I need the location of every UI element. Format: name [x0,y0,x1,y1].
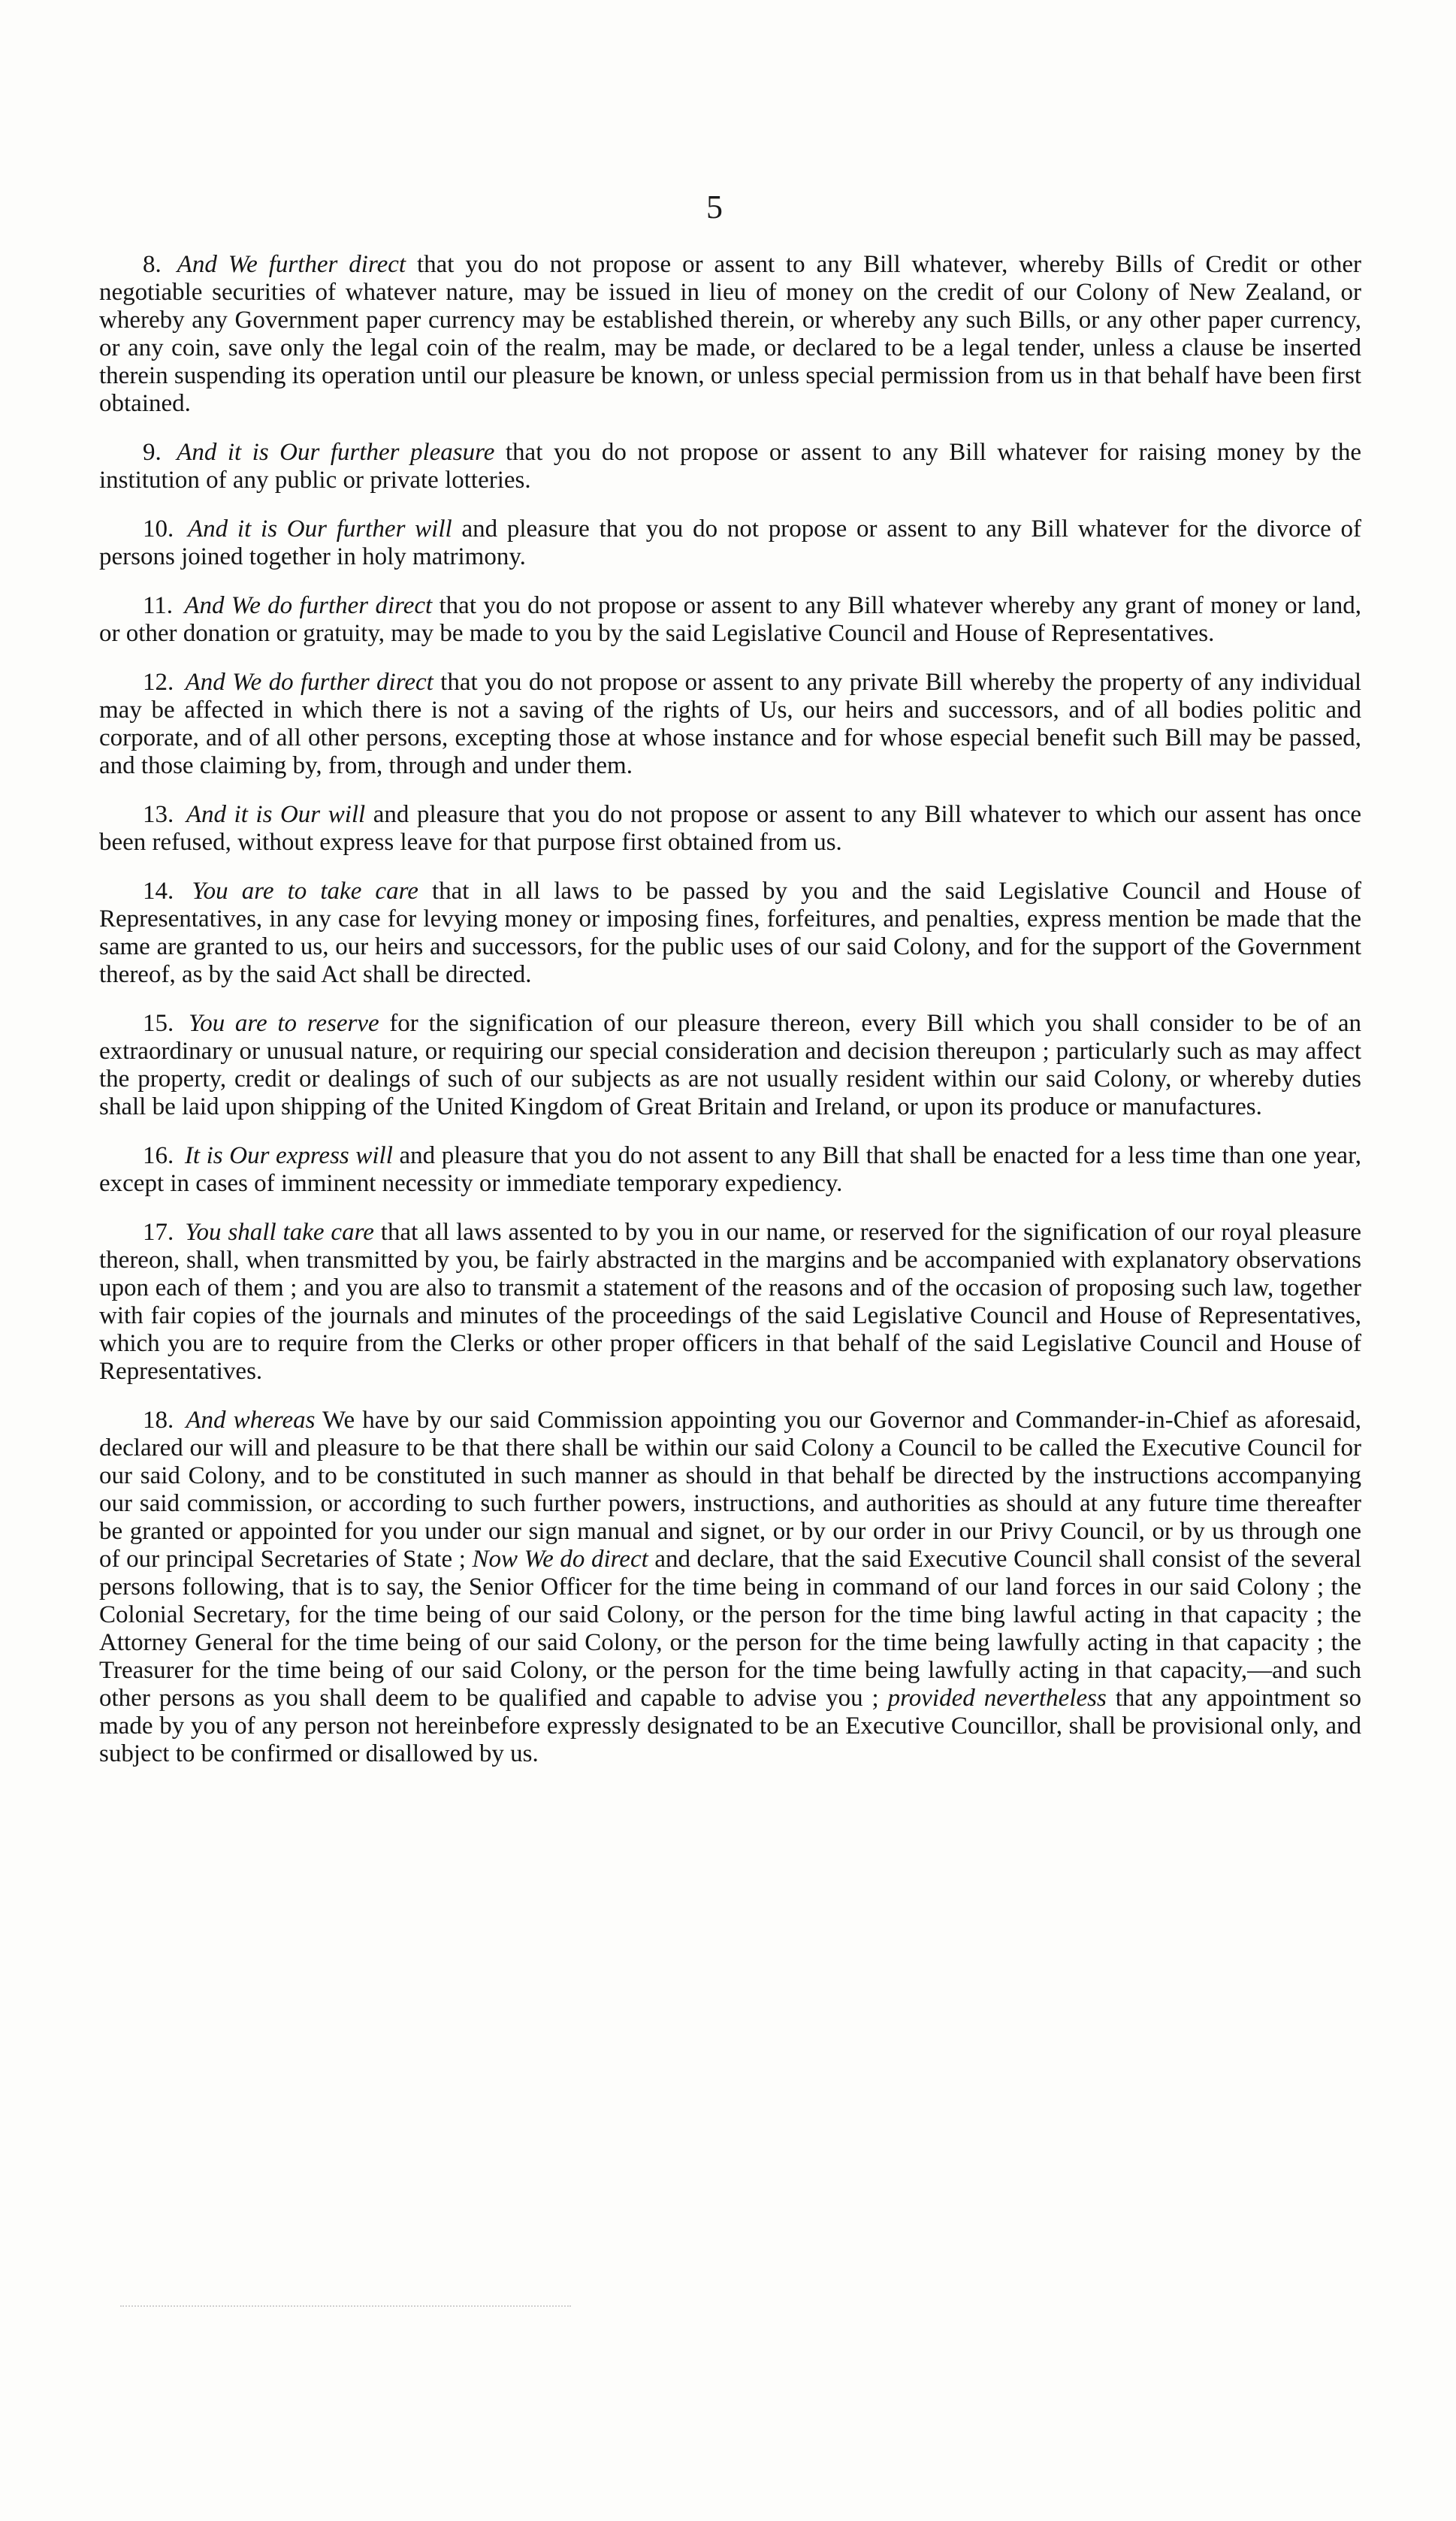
paragraph-body: for the signification of our pleasure thereon, every Bill which you shall consider to be of an extraordinary or unusual nature, or requiring our special consideration and decision thereupon ; particularly such as may affect the property, credit or dealings of such of our subjects as are not usually resident within our said Colony, or whereby duties shall be laid upon shipping of the United Kingdom of Great Britain and Ireland, or upon its produce or manufactures. [99,1010,1362,1120]
paragraph-15 [99,1010,1361,1121]
paragraph-10 [99,515,1361,571]
paragraph-body: that you do not propose or assent to any Bill whatever whereby any grant of money or land, or other donation or gratuity, may be made to you by the said Legislative Council and House of Representatives. [99,592,1361,647]
paragraph-13 [99,801,1361,857]
paragraph-body: and pleasure that you do not assent to any Bill that shall be enacted for a less time than one year, except in cases of imminent necessity or immediate temporary expediency. [99,1142,1361,1197]
paragraph-number: 11. [143,592,174,619]
instructions-text [99,251,1361,1789]
paragraph-lead: And it is Our further will [188,515,452,543]
paragraph-number: 15. [143,1010,174,1037]
paragraph-body: and pleasure that you do not propose or assent to any Bill whatever to which our assent has once been refused, without express leave for that purpose first obtained from us. [99,801,1362,856]
paragraph-body: that you do not propose or assent to any private Bill whereby the property of any individual may be affected in which there is not a saving of the rights of Us, our heirs and successors, and of all bodies politic and corporate, and of all other persons, excepting those at whose instance and for whose especial benefit such Bill may be passed, and those claiming by, from, through and under them. [99,669,1362,779]
paragraph-lead: And it is Our will [186,801,366,828]
paragraph-number: 9. [143,439,162,466]
paragraph-italic-phrase: Now We do direct [472,1546,648,1573]
paragraph-lead: And We do further direct [185,669,433,696]
paragraph-number: 10. [143,515,174,543]
paragraph-11 [99,592,1361,648]
paragraph-9 [99,439,1361,494]
paragraph-body-part2: and declare, that the said Executive Council shall consist of the several persons following, that is to say, the Senior Officer for the time being in command of our land forces in our said Colony ; the Colonial Secretary, for the time being of our said Colony, or the person for the time bing lawful acting in that capacity ; the Attorney General for the time being of our said Colony, or the person for the time being lawfully acting in that capacity ; the Treasurer for the time being of our said Colony, or the person for the time being lawfully acting in that capacity,—and such other persons as you shall deem to be qualified and capable to advise you ; [99,1546,1361,1712]
paragraph-body-part3: that any appointment so made by you of any person not hereinbefore expressly designated to be an Executive Councillor, shall be provisional only, and subject to be confirmed or disallowed by us. [99,1685,1362,1767]
paragraph-17 [99,1219,1361,1386]
paragraph-lead: You shall take care [185,1219,374,1246]
paragraph-lead: You are to reserve [188,1010,379,1037]
paragraph-lead: And it is Our further pleasure [177,439,495,466]
paragraph-number: 16. [143,1142,174,1169]
paragraph-lead: And We further direct [177,251,406,278]
paragraph-number: 18. [143,1407,174,1434]
paragraph-number: 12. [143,669,174,696]
paragraph-body: that all laws assented to by you in our name, or reserved for the signification of our royal pleasure thereon, shall, when transmitted by you, be fairly abstracted in the margins and be accompanied with explanatory observations upon each of them ; and you are also to transmit a statement of the reasons and of the occasion of proposing such law, together with fair copies of the journals and minutes of the proceedings of the said Legislative Council and House of Representatives, which you are to require from the Clerks or other proper officers in that behalf of the said Legislative Council and House of Representatives. [99,1219,1362,1385]
paragraph-lead: And whereas [186,1407,316,1434]
paragraph-lead: And We do further direct [184,592,433,619]
paragraph-14 [99,878,1361,989]
paragraph-body: that in all laws to be passed by you and the said Legislative Council and House of Representatives, in any case for levying money or imposing fines, forfeitures, and penalties, express mention be made that the same are granted to us, our heirs and successors, for the public uses of our said Colony, and for the support of the Government thereof, as by the said Act shall be directed. [99,878,1361,988]
paragraph-12 [99,669,1361,780]
paragraph-16 [99,1142,1361,1198]
paragraph-body-part1: We have by our said Commission appointing you our Governor and Commander-in-Chief as aforesaid, declared our will and pleasure to be that there shall be within our said Colony a Council to be called the Executive Council for our said Colony, and to be constituted in such manner as should in that behalf be directed by the instructions accompanying our said commission, or according to such further powers, instructions, and authorities as should at any future time thereafter be granted or appointed for you under our sign manual and signet, or by our order in our Privy Council, or by us through one of our principal Secretaries of State ; [99,1407,1362,1573]
page-number: 5 [706,189,723,225]
scan-artifact-line [120,2305,571,2311]
paragraph-number: 8. [143,251,162,278]
paragraph-italic-phrase: provided nevertheless [887,1685,1107,1712]
paragraph-8 [99,251,1361,418]
paragraph-lead: It is Our express will [184,1142,393,1169]
paragraph-body: and pleasure that you do not propose or assent to any Bill whatever for the divorce of persons joined together in holy matrimony. [99,515,1361,570]
paragraph-body: that you do not propose or assent to any Bill whatever, whereby Bills of Credit or other negotiable securities of whatever nature, may be issued in lieu of money on the credit of our Colony of New Zealand, or whereby any Government paper currency may be established therein, or whereby any such Bills, or any other paper currency, or any coin, save only the legal coin of the realm, may be made, or declared to be a legal tender, unless a clause be inserted therein suspending its operation until our pleasure be known, or unless special permission from us in that behalf have been first obtained. [99,251,1362,417]
paragraph-lead: You are to take care [192,878,418,905]
paragraph-number: 17. [143,1219,174,1246]
paragraph-number: 14. [143,878,174,905]
paragraph-18 [99,1407,1361,1768]
paragraph-number: 13. [143,801,174,828]
paragraph-body: that you do not propose or assent to any Bill whatever for raising money by the institution of any public or private lotteries. [99,439,1362,494]
